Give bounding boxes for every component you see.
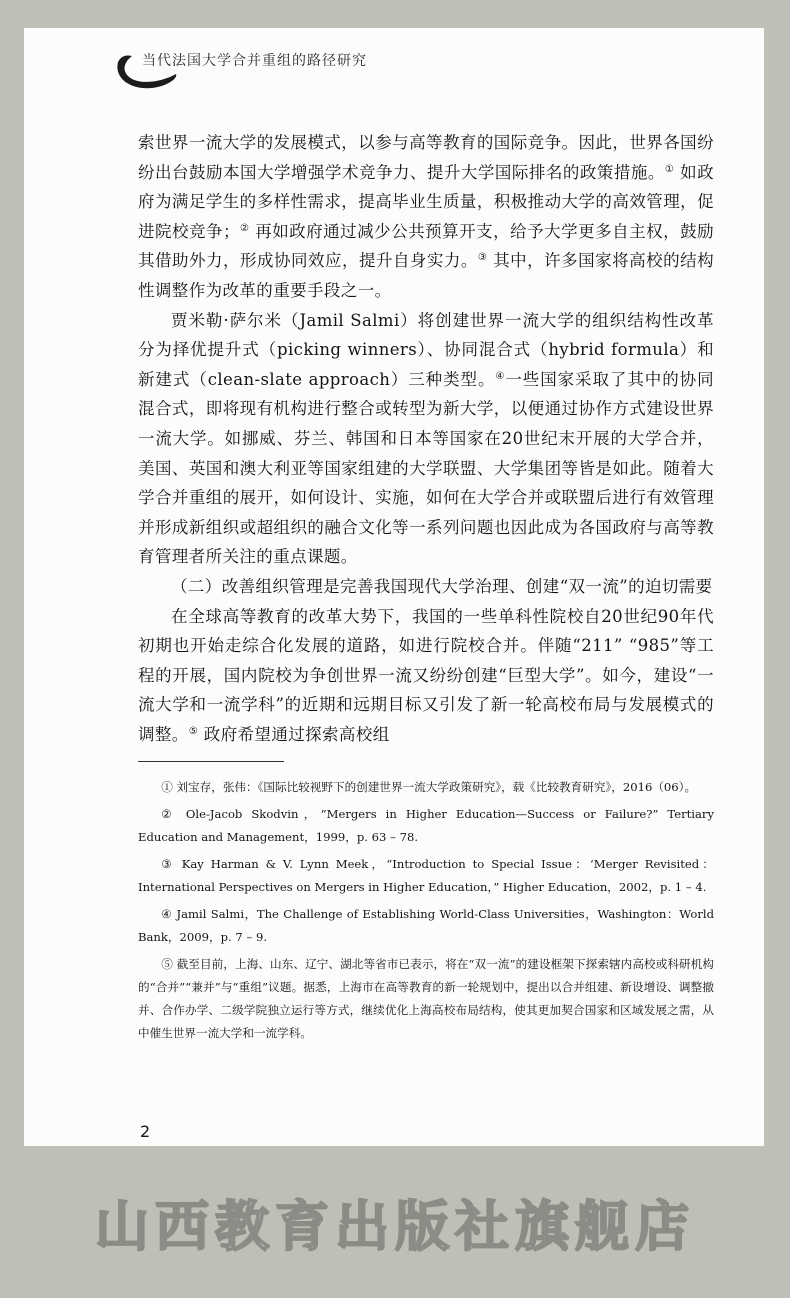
- footnote-ref-5[interactable]: ⑤: [188, 725, 199, 737]
- footnote-1: ① 刘宝存，张伟：《国际比较视野下的创建世界一流大学政策研究》，载《比较教育研究》，2016（06）。: [161, 780, 697, 794]
- footnote-divider: [138, 761, 284, 762]
- paragraph-2: 贾米勒·萨尔米（Jamil Salmi）将创建世界一流大学的组织结构性改革分为择优提升式（picking winners）、协同混合式（hybrid formula）和新建式（clean-slate approach）三种类型。④一些国家采取了其中的协同混合式，即将现有机构进行整合或转型为新大学，以便通过协作方式建设世界一流大学。如挪威、芬兰、韩国和日本等国家在20世纪末开展的大学合并，美国、英国和澳大利亚等国家组建的大学联盟、大学集团等皆是如此。随着大学合并重组的展开，如何设计、实施，如何在大学合并或联盟后进行有效管理并形成新组织或超组织的融合文化等一系列问题也因此成为各国政府与高等教育管理者所关注的重点课题。: [138, 310, 714, 567]
- footnote-ref-4[interactable]: ④: [495, 370, 506, 382]
- running-header-title: 当代法国大学合并重组的路径研究: [142, 53, 367, 69]
- section-heading: （二）改善组织管理是完善我国现代大学治理、创建“双一流”的迫切需要: [171, 576, 713, 596]
- footnote-5: ⑤ 截至目前，上海、山东、辽宁、湖北等省市已表示，将在“双一流”的建设框架下探索辖内高校或科研机构的“合并”“兼并”与“重组”议题。据悉，上海市在高等教育的新一轮规划中，提出以合并组建、新设增设、调整撤并、合作办学、二级学院独立运行等方式，继续优化上海高校布局结构，使其更加契合国家和区域发展之需，从中催生世界一流大学和一流学科。: [138, 957, 714, 1040]
- page-number: 2: [140, 1122, 151, 1141]
- paragraph-3: 在全球高等教育的改革大势下，我国的一些单科性院校自20世纪90年代初期也开始走综合化发展的道路，如进行院校合并。伴随“211” “985”等工程的开展，国内院校为争创世界一流又纷纷创建“巨型大学”。如今，建设“一流大学和一流学科”的近期和远期目标又引发了新一轮高校布局与发展模式的调整。⑤ 政府希望通过探索高校组: [138, 606, 714, 744]
- store-name: 山西教育出版社旗舰店: [95, 1194, 695, 1258]
- store-banner: [0, 1146, 790, 1298]
- footnote-4: ④ Jamil Salmi，The Challenge of Establishing World-Class Universities，Washington：World Bank，2009，p. 7 – 9.: [138, 907, 714, 944]
- footnotes: [138, 776, 714, 1049]
- footnote-2: ② Ole-Jacob Skodvin，“Mergers in Higher Education—Success or Failure?” Tertiary Education and Management，1999，p. 63 – 78.: [138, 807, 714, 844]
- paragraph-1: 索世界一流大学的发展模式，以参与高等教育的国际竞争。因此，世界各国纷纷出台鼓励本国大学增强学术竞争力、提升大学国际排名的政策措施。① 如政府为满足学生的多样性需求，提高毕业生质量，积极推动大学的高效管理，促进院校竞争；② 再如政府通过减少公共预算开支，给予大学更多自主权，鼓励其借助外力，形成协同效应，提升自身实力。③ 其中，许多国家将高校的结构性调整作为改革的重要手段之一。: [138, 133, 714, 300]
- footnote-ref-2[interactable]: ②: [239, 222, 250, 234]
- body-text: [138, 128, 714, 749]
- footnote-3: ③ Kay Harman & V. Lynn Meek，“Introduction to Special Issue：‘Merger Revisited：International Perspectives on Mergers in Higher Education，” Higher Education，2002，p. 1 – 4.: [138, 857, 714, 894]
- footnote-ref-1[interactable]: ①: [664, 163, 675, 175]
- book-page: [24, 28, 764, 1146]
- footnote-ref-3[interactable]: ③: [477, 252, 488, 264]
